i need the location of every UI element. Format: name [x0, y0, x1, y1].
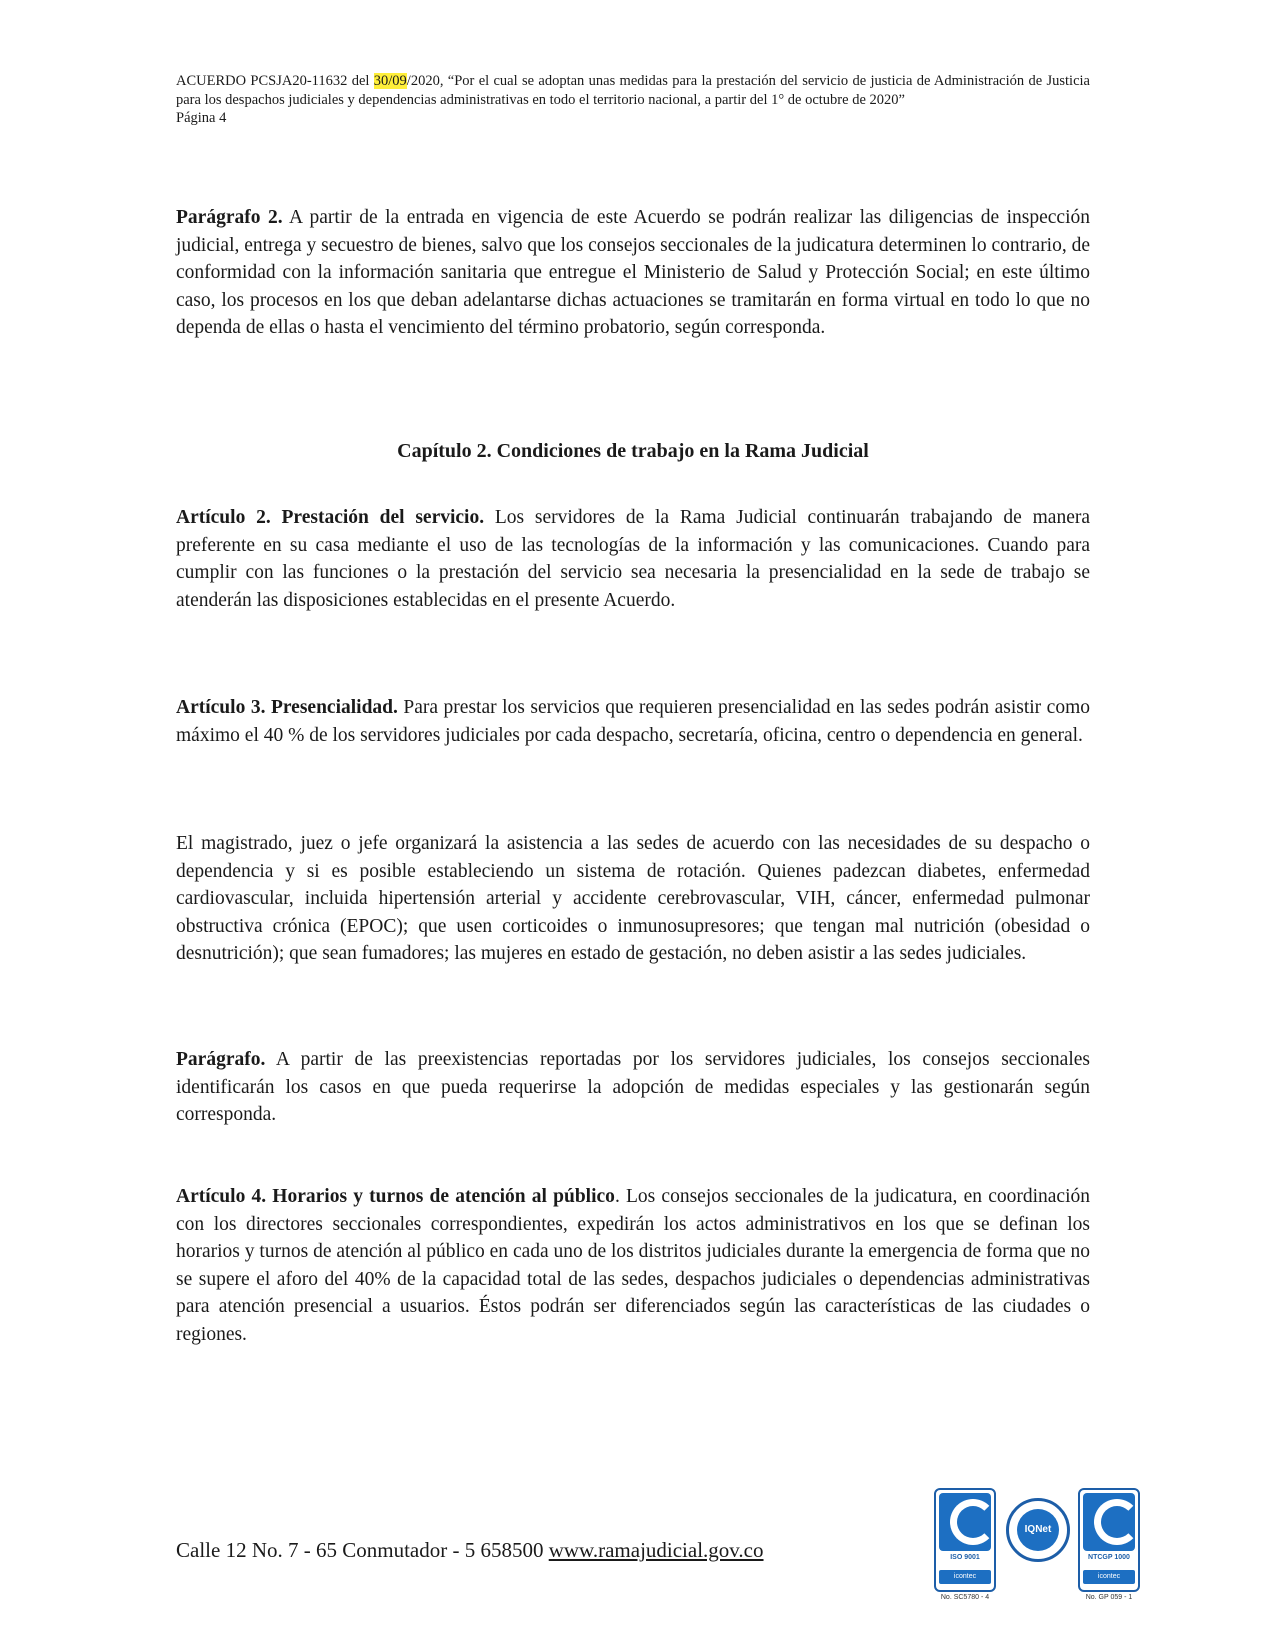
article-2-label: Artículo 2. Prestación del servicio. [176, 507, 485, 528]
paragraph-2: Parágrafo 2. A partir de la entrada en vigencia de este Acuerdo se podrán realizar las diligencias de inspección judicial, entrega y secuestro de bienes, salvo que los consejos seccionales de la judicatura determinen lo contrario, de conformidad con la información sanitaria que entregue el Ministerio de Salud y Protección Social; en este último caso, los procesos en los que deban adelantarse dichas actuaciones se tramitarán en forma virtual en todo lo que no dependa de ellas o hasta el vencimiento del término probatorio, según corresponda. [176, 207, 1091, 338]
iqnet-icon: IQNet [1006, 1498, 1070, 1562]
paragraph-2-label: Parágrafo 2. [176, 207, 283, 228]
magistrate-paragraph: El magistrado, juez o jefe organizará la asistencia a las sedes de acuerdo con las necesidades de su despacho o dependencia y si es posible estableciendo un sistema de rotación. Quienes padezcan diabetes, enfermedad cardiovascular, incluida hipertensión arterial y accidente cerebrovascular, VIH, cáncer, enfermedad pulmonar obstructiva crónica (EPOC); que usen corticoides o inmunosupresores; que tengan mal nutrición (obesidad o desnutrición); que sean fumadores; las mujeres en estado de gestación, no deben asistir a las sedes judiciales. [176, 833, 1090, 964]
chapter-heading: Capítulo 2. Condiciones de trabajo en la Rama Judicial [397, 440, 869, 462]
article-4: Artículo 4. Horarios y turnos de atención al público. Los consejos seccionales de la judicatura, en coordinación con los directores seccionales correspondientes, expedirán los actos administrativos en los que se definan los horarios y turnos de atención al público en cada uno de los distritos judiciales durante la emergencia de forma que no se supere el aforo del 40% de la capacidad total de las sedes, despachos judiciales o dependencias administrativas para atención presencial a usuarios. Éstos podrán ser diferenciados según las características de las ciudades o regiones. [176, 1186, 1090, 1345]
header-title: ACUERDO PCSJA20-11632 del 30/09/2020, “Por el cual se adoptan unas medidas para la prestación del servicio de justicia de Administración de Justicia para los despachos judiciales y dependencias administrativas en todo el territorio nacional, a partir del 1° de octubre de 2020” [176, 73, 1090, 108]
ntcgp-1000-icon: NTCGP 1000 icontec [1078, 1488, 1140, 1592]
article-3-label: Artículo 3. Presencialidad. [176, 697, 398, 718]
paragraph-article-3: Parágrafo. A partir de las preexistencias reportadas por los servidores judiciales, los consejos seccionales identificarán los casos en que pueda requerirse la adopción de medidas especiales y las gestionarán según corresponda. [176, 1049, 1090, 1125]
article-2: Artículo 2. Prestación del servicio. Los servidores de la Rama Judicial continuarán trabajando de manera preferente en su casa mediante el uso de las tecnologías de la información y las comunicaciones. Cuando para cumplir con las funciones o la prestación del servicio sea necesaria la presencialidad en la sede de trabajo se atenderán las disposiciones establecidas en el presente Acuerdo. [176, 507, 1090, 611]
ntcgp-cert-number: No. GP 059 - 1 [1085, 1594, 1133, 1601]
page-number: Página 4 [176, 110, 227, 126]
paragraph-label: Parágrafo. [176, 1049, 266, 1070]
document-header [176, 72, 1090, 128]
iso-cert-number: No. SC5780 - 4 [940, 1594, 990, 1601]
footer-contact [176, 1538, 764, 1563]
certification-logos [934, 1488, 1144, 1608]
article-4-label: Artículo 4. Horarios y turnos de atención al público [176, 1186, 615, 1207]
highlighted-date: 30/09 [373, 73, 407, 89]
website-link[interactable]: www.ramajudicial.gov.co [548, 1538, 764, 1562]
iso-9001-icon: ISO 9001 icontec [934, 1488, 996, 1592]
article-3: Artículo 3. Presencialidad. Para prestar los servicios que requieren presencialidad en las sedes podrán asistir como máximo el 40 % de los servidores judiciales por cada despacho, secretaría, oficina, centro o dependencia en general. [176, 697, 1091, 746]
footer-address: Calle 12 No. 7 - 65 Conmutador - 5 658500 [176, 1538, 549, 1562]
